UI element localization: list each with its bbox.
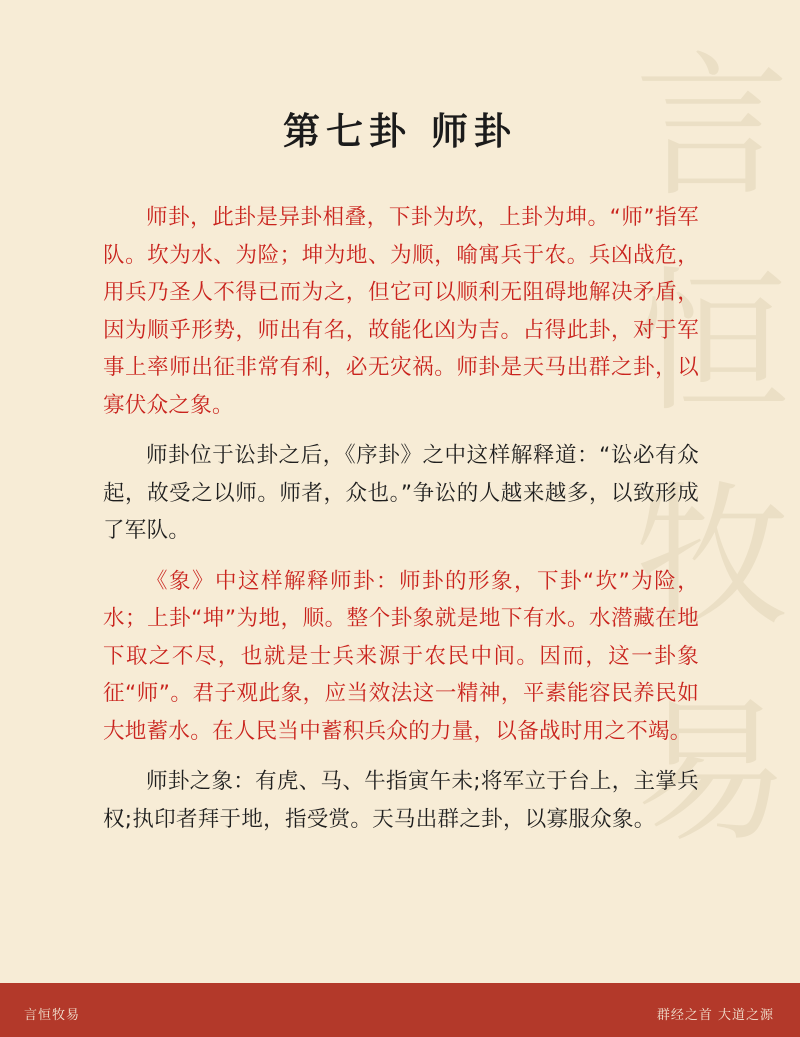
paragraph-intro: 师卦，此卦是异卦相叠，下卦为坎，上卦为坤。“师”指军队。坎为水、为险；坤为地、为顺，喻寓兵于农。兵凶战危，用兵乃圣人不得已而为之，但它可以顺利无阻碍地解决矛盾，因为顺乎形势，师出有名，故能化凶为吉。占得此卦，对于军事上率师出征非常有利，必无灾祸。师卦是天马出群之卦，以寡伏众之象。 bbox=[103, 205, 699, 418]
paragraph-xiang: 《象》中这样解释师卦：师卦的形象，下卦“坎”为险，水；上卦“坤”为地，顺。整个卦象就是地下有水。水潜藏在地下取之不尽，也就是士兵来源于农民中间。因而，这一卦象征“师”。君子观此象，应当效法这一精神，平素能容民养民如大地蓄水。在人民当中蓄积兵众的力量，以备战时用之不竭。 bbox=[103, 568, 699, 744]
article-body bbox=[103, 199, 699, 851]
watermark-char: 恒 bbox=[634, 252, 790, 433]
footer-slogan: 群经之首 大道之源 bbox=[656, 1008, 774, 1023]
footer-brand: 言恒牧易 bbox=[24, 1008, 81, 1023]
paragraph-image: 师卦之象：有虎、马、牛指寅午未;将军立于台上，主掌兵权;执印者拜于地，指受赏。天马出群之卦，以寡服众象。 bbox=[103, 769, 699, 832]
page-title: 第七卦 师卦 bbox=[283, 109, 517, 153]
watermark-char: 易 bbox=[634, 682, 790, 863]
paragraph-xugua: 师卦位于讼卦之后，《序卦》之中这样解释道：“讼必有众起，故受之以师。师者，众也。”争讼的人越来越多，以致形成了军队。 bbox=[103, 443, 699, 543]
footer-bar bbox=[0, 983, 800, 1037]
watermark-char: 言 bbox=[634, 37, 790, 218]
watermark-char: 牧 bbox=[634, 467, 790, 648]
